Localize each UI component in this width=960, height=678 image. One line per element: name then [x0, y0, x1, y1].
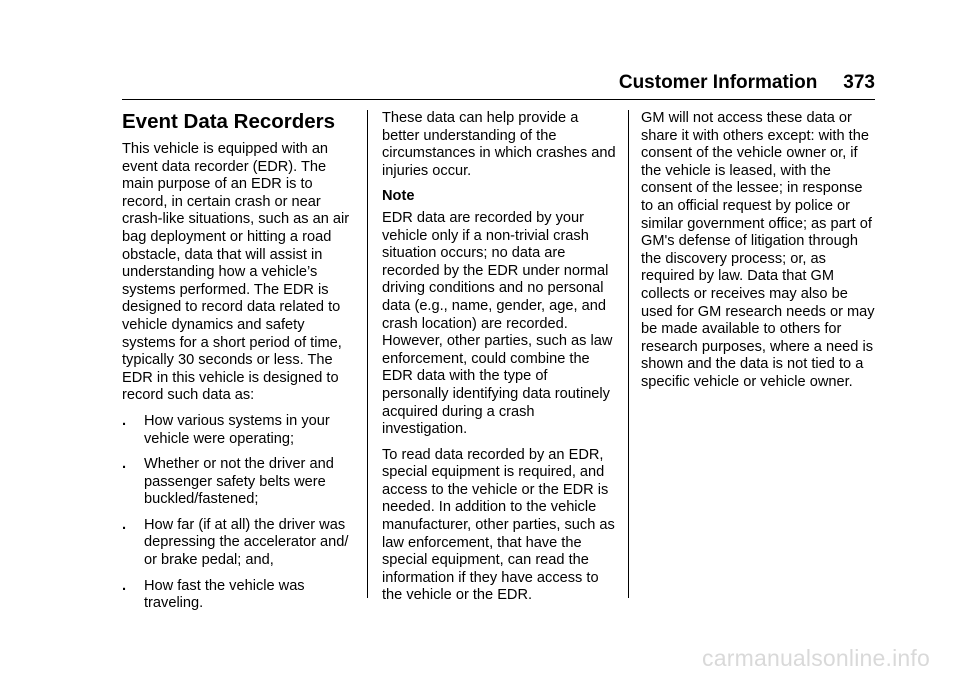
- list-item: [122, 456, 354, 509]
- column-3: [641, 110, 877, 400]
- note-text: EDR data are recorded by your vehicle only if a non-trivial crash situation occurs; no data are recorded by the EDR under normal driving conditions and no personal data (e.g., name, gender, age, and crash location) are recorded. However, other parties, such as law enforcement, could combine the EDR data with the type of personally identifying data routinely acquired during a crash investigation.: [382, 209, 613, 438]
- column-2: [382, 110, 618, 613]
- intro-paragraph: This vehicle is equipped with an event data recorder (EDR). The main purpose of an EDR is to record, in certain crash or near crash-like situations, such as an air bag deployment or hitting a road obstacle, data that will assist in understanding how a vehicle’s systems performed. The EDR is designed to record data related to vehicle dynamics and safety systems for a short period of time, typically 30 seconds or less. The EDR in this vehicle is designed to record such data as:: [122, 141, 350, 404]
- header-rule: [122, 99, 875, 100]
- access-paragraph: To read data recorded by an EDR, special equipment is required, and access to the vehicle or the EDR is needed. In addition to the vehicle manufacturer, other parties, such as law enforcement, that have the special equipment, can read the information if they have access to the vehicle or the EDR.: [382, 446, 615, 604]
- list-item: [122, 578, 354, 613]
- list-item-text: Whether or not the driver and passenger safety belts were buckled/fastened;: [144, 456, 334, 508]
- watermark-text: carmanualsonline.info: [702, 645, 930, 671]
- column-divider: [628, 110, 629, 598]
- bullet-marker: .: [122, 456, 127, 473]
- gm-access-paragraph: GM will not access these data or share it with others except: with the consent of the vehicle owner or, if the vehicle is leased, with the consent of the lessee; in response to an official request by police or similar government office; as part of GM's defense of litigation through the discovery process; or, as required by law. Data that GM collects or receives may also be used for GM research needs or may be made available to others for research purposes, where a need is shown and the data is not tied to a specific vehicle or vehicle owner.: [641, 110, 875, 390]
- bullet-marker: .: [122, 516, 127, 533]
- section-heading: Event Data Recorders: [122, 110, 336, 133]
- section-title: Customer Information: [618, 72, 818, 93]
- list-item-text: How fast the vehicle was traveling.: [144, 577, 305, 612]
- bullet-marker: .: [122, 412, 127, 429]
- benefit-paragraph: These data can help provide a better understanding of the circumstances in which crashes and injuries occur.: [382, 110, 616, 179]
- list-item: [122, 413, 354, 448]
- bullet-marker: .: [122, 577, 127, 594]
- list-item-text: How various systems in your vehicle were operating;: [144, 412, 330, 447]
- page-header: [0, 71, 875, 95]
- list-item: [122, 517, 354, 570]
- page-number: 373: [843, 72, 875, 93]
- column-1: [122, 110, 354, 621]
- note-label: Note: [382, 188, 415, 205]
- column-divider: [367, 110, 368, 598]
- recorded-data-list: [122, 413, 354, 613]
- list-item-text: How far (if at all) the driver was depressing the accelerator and/ or brake pedal; and,: [144, 516, 349, 569]
